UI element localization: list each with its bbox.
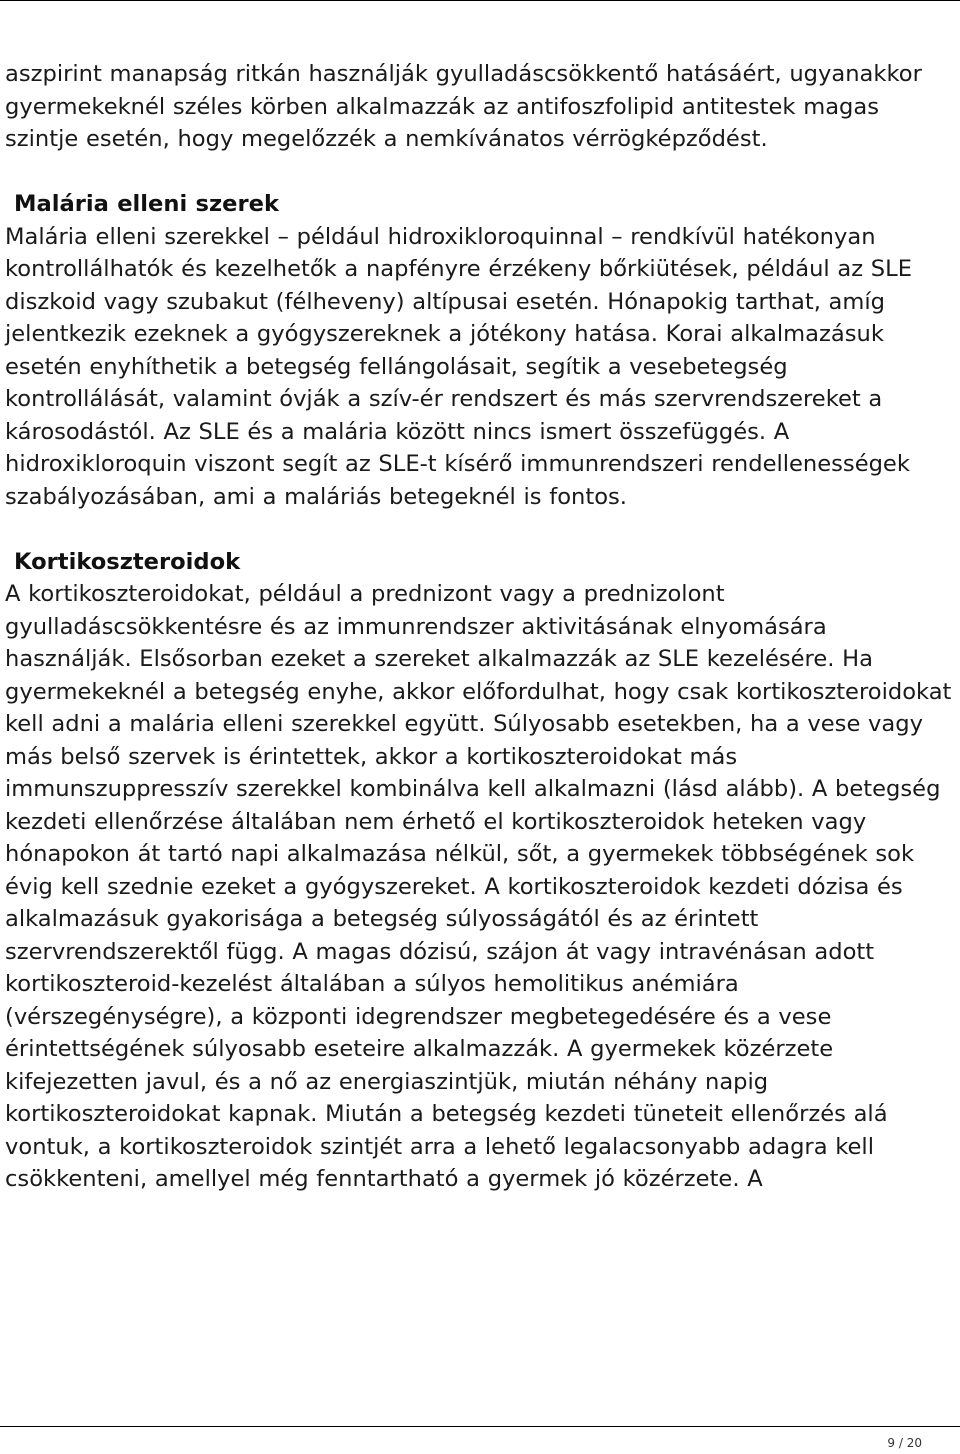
document-body (5, 58, 955, 1196)
section-body-corticosteroids: A kortikoszteroidokat, például a prednizont vagy a prednizolont gyulladáscsökkentésre és az immunrendszer aktivitásának elnyomására használják. Elsősorban ezeket a szereket alkalmazzák az SLE kezelésére. Ha gyermekeknél a betegség enyhe, akkor előfordulhat, hogy csak kortikoszteroidokat kell adni a malária elleni szerekkel együtt. Súlyosabb esetekben, ha a vese vagy más belső szervek is érintettek, akkor a kortikoszteroidokat más immunszuppresszív szerekkel kombinálva kell alkalmazni (lásd alább). A betegség kezdeti ellenőrzése általában nem érhető el kortikoszteroidok heteken vagy hónapokon át tartó napi alkalmazása nélkül, sőt, a gyermekek többségének sok évig kell szednie ezeket a gyógyszereket. A kortikoszteroidok kezdeti dózisa és alkalmazásuk gyakorisága a betegség súlyosságától és az érintett szervrendszerektől függ. A magas dózisú, szájon át vagy intravénásan adott kortikoszteroid-kezelést általában a súlyos hemolitikus anémiára (vérszegénységre), a központi idegrendszer megbetegedésére és a vese érintettségének súlyosabb eseteire alkalmazzák. A gyermekek közérzete kifejezetten javul, és a nő az energiaszintjük, miután néhány napig kortikoszteroidokat kapnak. Miután a betegség kezdeti tüneteit ellenőrzés alá vontuk, a kortikoszteroidok szintjét arra a lehető legalacsonyabb adagra kell csökkenteni, amellyel még fenntartható a gyermek jó közérzete. A (5, 581, 952, 1192)
page-number: 9 / 20 (887, 1436, 922, 1450)
section-heading-corticosteroids: Kortikoszteroidok (14, 548, 241, 575)
section-antimalarials (5, 188, 955, 513)
section-corticosteroids (5, 546, 955, 1196)
section-body-antimalarials: Malária elleni szerekkel – például hidroxikloroquinnal – rendkívül hatékonyan kontrollálhatók és kezelhetők a napfényre érzékeny bőrkiütések, például az SLE diszkoid vagy szubakut (félheveny) altípusai esetén. Hónapokig tarthat, amíg jelentkezik ezeknek a gyógyszereknek a jótékony hatása. Korai alkalmazásuk esetén enyhíthetik a betegség fellángolásait, segítik a vesebetegség kontrollálását, valamint óvják a szív-ér rendszert és más szervrendszereket a károsodástól. Az SLE és a malária között nincs ismert összefüggés. A hidroxikloroquin viszont segít az SLE-t kísérő immunrendszeri rendellenességek szabályozásában, ami a maláriás betegeknél is fontos. (5, 223, 912, 510)
footer-rule (0, 1426, 960, 1427)
intro-paragraph: aszpirint manapság ritkán használják gyulladáscsökkentő hatásáért, ugyanakkor gyermekeknél széles körben alkalmazzák az antifoszfolipid antitestek magas szintje esetén, hogy megelőzzék a nemkívánatos vérrögképződést. (5, 61, 922, 152)
section-spacer (5, 156, 955, 189)
top-rule (0, 0, 960, 1)
section-heading-antimalarials: Malária elleni szerek (14, 191, 279, 217)
section-spacer (5, 513, 955, 546)
